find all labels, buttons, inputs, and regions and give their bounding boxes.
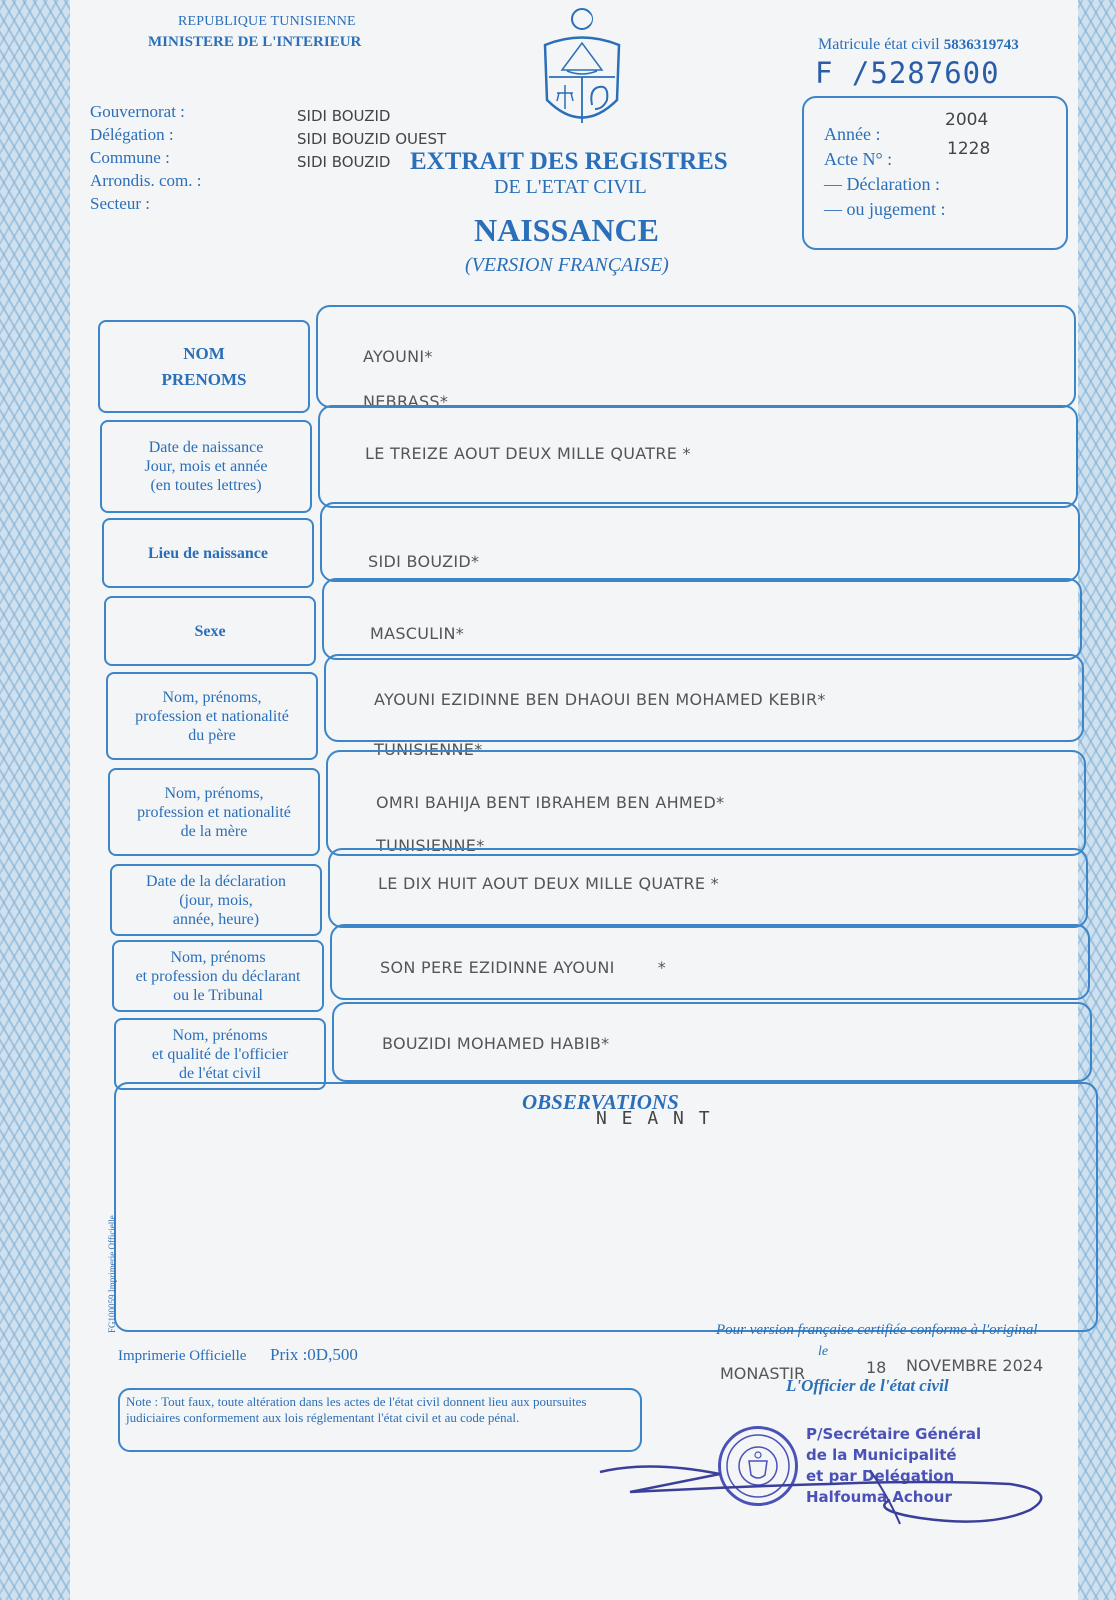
ministry-heading: MINISTERE DE L'INTERIEUR xyxy=(148,34,362,50)
value-mere-nom: OMRI BAHIJA BENT IBRAHEM BEN AHMED* xyxy=(376,793,725,812)
label-nom-prenoms: NOM PRENOMS xyxy=(98,320,310,413)
value-box-sexe xyxy=(322,578,1082,660)
prix-label: Prix :0D,500 xyxy=(270,1345,358,1364)
value-mere-nationalite: TUNISIENNE* xyxy=(376,836,485,855)
delegation-label: Délégation : xyxy=(90,125,174,144)
legal-note: Note : Tout faux, toute altération dans les actes de l'état civil donnent lieu aux poursuites judiciaires conformement aux lois réglementant l'état civil et au code pénal. xyxy=(126,1394,587,1425)
printer-code: FG100059 Imprimerie Officielle xyxy=(107,1215,117,1333)
label-pere: Nom, prénoms, profession et nationalité du père xyxy=(106,672,318,760)
issue-month-year: NOVEMBRE 2024 xyxy=(906,1356,1044,1375)
title-version: (VERSION FRANÇAISE) xyxy=(465,254,669,276)
delegation-value: SIDI BOUZID OUEST xyxy=(297,130,447,148)
label-date-declaration: Date de la déclaration (jour, mois, année, heure) xyxy=(110,864,322,936)
officier-signature-label: L'Officier de l'état civil xyxy=(786,1376,949,1395)
title-naissance: NAISSANCE xyxy=(474,212,659,248)
annee-value: 2004 xyxy=(945,110,989,130)
stamp-line-4: Halfouma Achour xyxy=(806,1488,952,1506)
value-officier: BOUZIDI MOHAMED HABIB* xyxy=(382,1034,610,1053)
value-date-naissance: LE TREIZE AOUT DEUX MILLE QUATRE * xyxy=(365,444,691,463)
secteur-label: Secteur : xyxy=(90,194,150,213)
serial-number: F /5287600 xyxy=(815,56,1000,90)
commune-value: SIDI BOUZID xyxy=(297,153,391,171)
republic-heading: REPUBLIQUE TUNISIENNE xyxy=(178,14,356,29)
acte-number-label: Acte N° : xyxy=(824,149,893,169)
label-sexe: Sexe xyxy=(104,596,316,666)
observations-title: OBSERVATIONS xyxy=(522,1090,679,1114)
label-declarant: Nom, prénoms et profession du déclarant ou le Tribunal xyxy=(112,940,324,1012)
imprimerie-label: Imprimerie Officielle xyxy=(118,1348,247,1364)
le-label: le xyxy=(818,1344,829,1359)
stamp-line-2: de la Municipalité xyxy=(806,1446,957,1464)
declaration-label: — Déclaration : xyxy=(824,174,940,194)
arrondissement-label: Arrondis. com. : xyxy=(90,171,202,190)
value-lieu-naissance: SIDI BOUZID* xyxy=(368,552,480,571)
jugement-label: — ou jugement : xyxy=(824,199,946,219)
label-lieu-naissance: Lieu de naissance xyxy=(102,518,314,588)
value-sexe: MASCULIN* xyxy=(370,624,465,643)
handwritten-signature xyxy=(590,1440,1070,1530)
stamp-line-3: et par Delégation xyxy=(806,1467,955,1485)
acte-number-value: 1228 xyxy=(947,139,991,159)
title-extrait: EXTRAIT DES REGISTRES xyxy=(410,148,728,175)
matricule-number: 5836319743 xyxy=(943,37,1019,53)
label-officier: Nom, prénoms et qualité de l'officier de l'état civil xyxy=(114,1018,326,1090)
value-declarant: SON PERE EZIDINNE AYOUNI * xyxy=(380,958,667,977)
certification-text: Pour version française certifiée conforme à l'original xyxy=(716,1322,1038,1338)
matricule-label: Matricule état civil xyxy=(818,36,940,53)
issue-day: 18 xyxy=(866,1358,887,1377)
value-nom: AYOUNI* xyxy=(363,347,433,366)
title-etat-civil: DE L'ETAT CIVIL xyxy=(494,176,647,198)
label-mere: Nom, prénoms, profession et nationalité de la mère xyxy=(108,768,320,856)
gouvernorat-label: Gouvernorat : xyxy=(90,102,185,121)
value-date-declaration: LE DIX HUIT AOUT DEUX MILLE QUATRE * xyxy=(378,874,719,893)
place-of-issue: MONASTIR xyxy=(720,1364,806,1383)
commune-label: Commune : xyxy=(90,148,170,167)
value-prenoms: NEBRASS* xyxy=(363,392,449,411)
coat-of-arms-icon xyxy=(537,5,627,137)
label-date-naissance: Date de naissance Jour, mois et année (en toutes lettres) xyxy=(100,420,312,513)
left-security-border xyxy=(0,0,70,1600)
gouvernorat-value: SIDI BOUZID xyxy=(297,107,391,125)
annee-label: Année : xyxy=(824,124,881,144)
value-pere-nom: AYOUNI EZIDINNE BEN DHAOUI BEN MOHAMED KEBIR* xyxy=(374,690,826,709)
stamp-line-1: P/Secrétaire Général xyxy=(806,1425,982,1443)
value-pere-nationalite: TUNISIENNE* xyxy=(374,740,483,759)
observations-value: N E A N T xyxy=(596,1108,712,1129)
